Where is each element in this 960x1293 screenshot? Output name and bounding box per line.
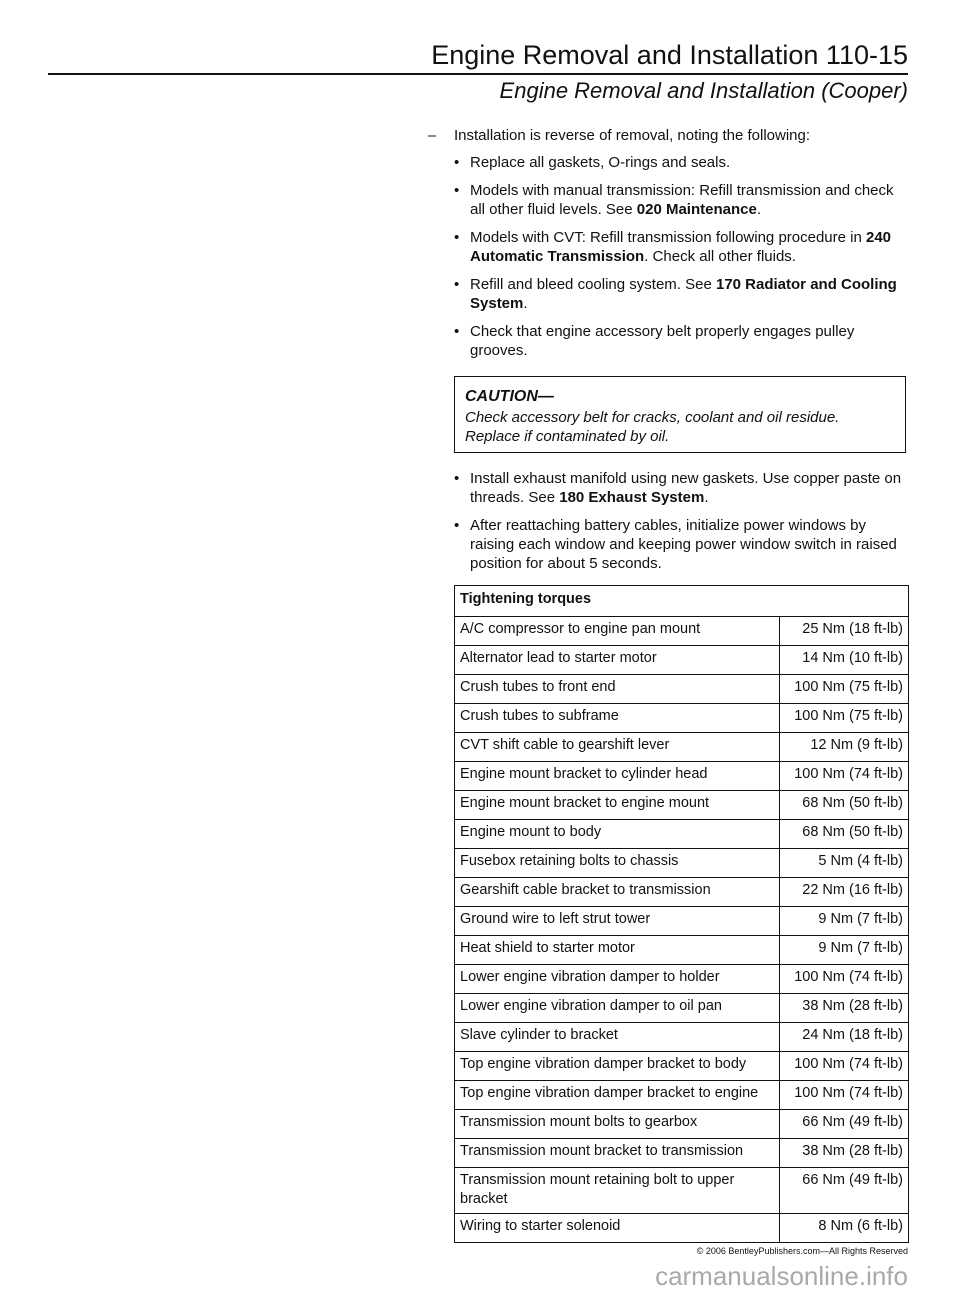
torque-value: 8 Nm (6 ft-lb)	[780, 1214, 909, 1243]
section-reference: 180 Exhaust System	[559, 489, 705, 506]
torque-part: Crush tubes to subframe	[455, 704, 780, 733]
torque-value: 100 Nm (75 ft-lb)	[780, 675, 909, 704]
table-row	[455, 1110, 909, 1139]
torque-part: Transmission mount retaining bolt to upper bracket	[455, 1168, 780, 1214]
table-row	[455, 820, 909, 849]
bullet-icon: •	[454, 470, 460, 487]
torque-value: 5 Nm (4 ft-lb)	[780, 849, 909, 878]
torque-part: Engine mount bracket to cylinder head	[455, 762, 780, 791]
table-row	[455, 1081, 909, 1110]
list-item: • Replace all gaskets, O-rings and seals.	[454, 154, 731, 171]
torque-value: 12 Nm (9 ft-lb)	[780, 733, 909, 762]
table-row	[455, 1023, 909, 1052]
torque-part: Heat shield to starter motor	[455, 936, 780, 965]
step-dash: –	[427, 127, 437, 144]
torque-value: 100 Nm (75 ft-lb)	[780, 704, 909, 733]
list-item: • Install exhaust manifold using new gaskets. Use copper paste on threads. See 180 Exhaust System.	[454, 470, 902, 506]
torque-part: Wiring to starter solenoid	[460, 1218, 621, 1234]
table-row	[455, 646, 909, 675]
table-row	[455, 762, 909, 791]
table-row	[455, 907, 909, 936]
torque-part: Engine mount bracket to engine mount	[455, 791, 780, 820]
table-row	[455, 675, 909, 704]
main-content	[424, 126, 912, 1243]
torque-table-heading: Tightening torques	[455, 586, 909, 617]
intro-text: Installation is reverse of removal, noting the following:	[454, 127, 811, 144]
watermark-text: carmanualsonline.info	[655, 1261, 908, 1291]
list-item: • Models with CVT: Refill transmission following procedure in 240 Automatic Transmission. Check all other fluids.	[454, 229, 892, 265]
table-row	[455, 1139, 909, 1168]
torque-part: Top engine vibration damper bracket to body	[455, 1052, 780, 1081]
table-row	[455, 791, 909, 820]
torque-value: 38 Nm (28 ft-lb)	[780, 994, 909, 1023]
torque-value: 14 Nm (10 ft-lb)	[780, 646, 909, 675]
torque-value: 100 Nm (74 ft-lb)	[780, 1052, 909, 1081]
torque-value: 66 Nm (49 ft-lb)	[780, 1168, 909, 1214]
torque-part: A/C compressor to engine pan mount	[455, 617, 780, 646]
torque-part: Slave cylinder to bracket	[455, 1023, 780, 1052]
list-item: • After reattaching battery cables, initialize power windows by raising each window and keeping power window switch in raised position for about 5 seconds.	[454, 517, 897, 572]
torque-part: Fusebox retaining bolts to chassis	[455, 849, 780, 878]
torque-part: Engine mount to body	[455, 820, 780, 849]
header-rule	[48, 73, 908, 75]
torque-value: 9 Nm (7 ft-lb)	[780, 907, 909, 936]
bullet-icon: •	[454, 182, 460, 199]
torque-part: Ground wire to left strut tower	[455, 907, 780, 936]
torque-value: 100 Nm (74 ft-lb)	[780, 965, 909, 994]
torque-part: Transmission mount bolts to gearbox	[455, 1110, 780, 1139]
torque-table	[454, 585, 909, 1243]
torque-value: 9 Nm (7 ft-lb)	[780, 936, 909, 965]
table-row	[455, 849, 909, 878]
table-row	[455, 617, 909, 646]
bullet-icon: •	[454, 276, 460, 293]
torque-part: Crush tubes to front end	[455, 675, 780, 704]
page-header-subtitle: Engine Removal and Installation (Cooper)	[499, 78, 908, 103]
caution-title: CAUTION—	[465, 388, 554, 405]
intro-step	[424, 126, 912, 145]
bullet-icon: •	[454, 154, 460, 171]
torque-value: 100 Nm (74 ft-lb)	[780, 762, 909, 791]
section-reference: 170 Radiator and Cooling System	[470, 276, 897, 312]
torque-value: 68 Nm (50 ft-lb)	[780, 791, 909, 820]
bullet-icon: •	[454, 229, 460, 246]
table-row	[455, 878, 909, 907]
torque-value: 24 Nm (18 ft-lb)	[780, 1023, 909, 1052]
bullet-icon: •	[454, 517, 460, 534]
torque-value: 25 Nm (18 ft-lb)	[780, 617, 909, 646]
table-row	[455, 994, 909, 1023]
caution-body: Check accessory belt for cracks, coolant and oil residue. Replace if contaminated by oil.	[465, 409, 840, 445]
torque-part: Gearshift cable bracket to transmission	[455, 878, 780, 907]
torque-value: 100 Nm (74 ft-lb)	[780, 1081, 909, 1110]
table-row	[455, 936, 909, 965]
torque-part: Alternator lead to starter motor	[455, 646, 780, 675]
table-row	[455, 704, 909, 733]
torque-value: 66 Nm (49 ft-lb)	[780, 1110, 909, 1139]
copyright-notice: © 2006 BentleyPublishers.com—All Rights Reserved	[696, 1246, 908, 1256]
table-row	[455, 1052, 909, 1081]
table-row	[455, 733, 909, 762]
torque-part: Lower engine vibration damper to oil pan	[455, 994, 780, 1023]
bullet-list-top	[424, 153, 912, 360]
torque-part: Lower engine vibration damper to holder	[455, 965, 780, 994]
list-item: • Models with manual transmission: Refill transmission and check all other fluid levels. See 020 Maintenance.	[454, 182, 894, 218]
bullet-icon: •	[454, 323, 460, 340]
torque-value: 38 Nm (28 ft-lb)	[780, 1139, 909, 1168]
bullet-list-bottom	[424, 469, 912, 573]
list-item: • Check that engine accessory belt properly engages pulley grooves.	[454, 323, 855, 359]
caution-box	[454, 376, 906, 453]
page-header-title: Engine Removal and Installation 110-15	[431, 40, 908, 70]
section-reference: 240 Automatic Transmission	[470, 229, 892, 265]
torque-part: CVT shift cable to gearshift lever	[455, 733, 780, 762]
torque-value: 68 Nm (50 ft-lb)	[780, 820, 909, 849]
torque-part: Transmission mount bracket to transmission	[455, 1139, 780, 1168]
list-item: • Refill and bleed cooling system. See 170 Radiator and Cooling System.	[454, 276, 897, 312]
table-row	[455, 965, 909, 994]
section-reference: 020 Maintenance	[636, 201, 757, 218]
torque-value: 22 Nm (16 ft-lb)	[780, 878, 909, 907]
torque-part: Top engine vibration damper bracket to engine	[455, 1081, 780, 1110]
table-row	[455, 1168, 909, 1214]
table-row	[455, 1214, 909, 1243]
